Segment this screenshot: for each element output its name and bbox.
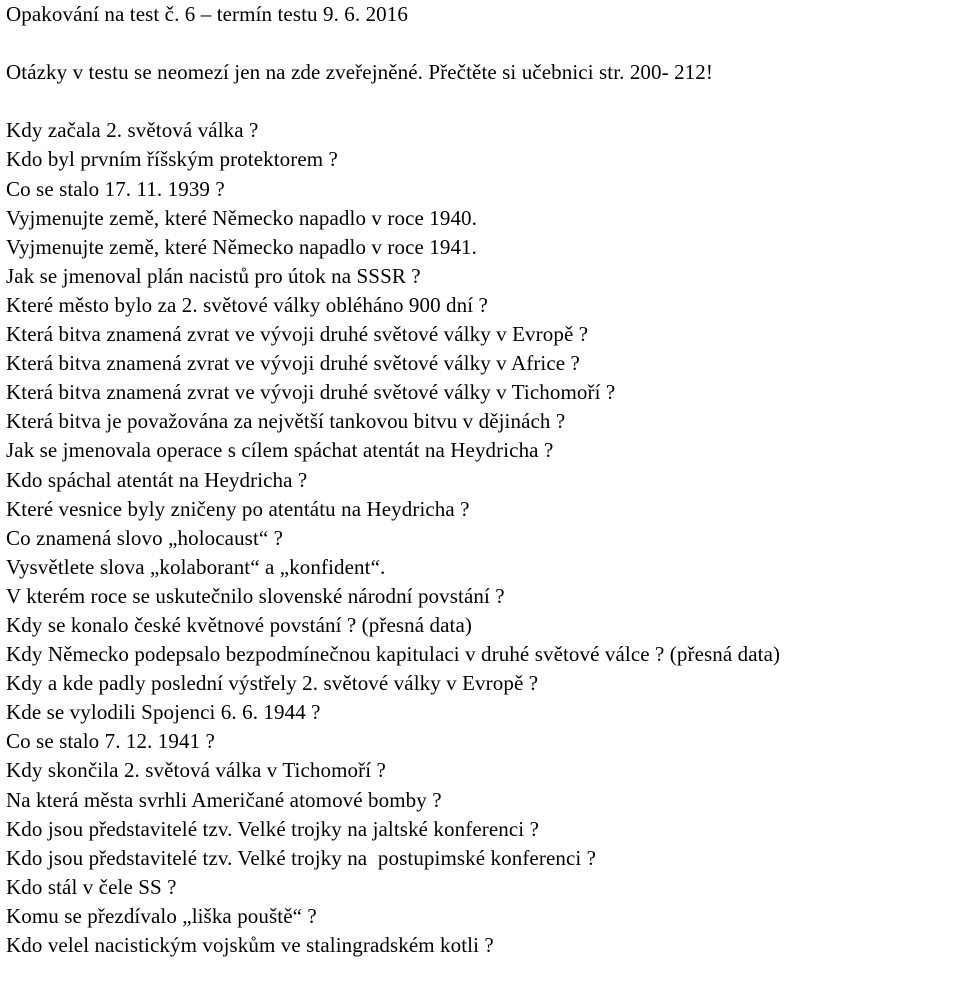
question-item: Vysvětlete slova „kolaborant“ a „konfident“.	[6, 554, 386, 579]
blank-line	[6, 29, 956, 58]
question-item: Která bitva znamená zvrat ve vývoji druhé světové války v Tichomoří ?	[6, 380, 616, 405]
question-item: Kdy se konalo české květnové povstání ? (přesná data)	[6, 612, 472, 637]
question-item: Vyjmenujte země, které Německo napadlo v roce 1940.	[6, 205, 478, 230]
question-item: Která bitva je považována za největší tankovou bitvu v dějinách ?	[6, 409, 566, 434]
question-item: Co znamená slovo „holocaust“ ?	[6, 525, 284, 550]
question-item: Kdo velel nacistickým vojskům ve stalingradském kotli ?	[6, 933, 494, 957]
question-list	[6, 116, 956, 960]
question-item: Které vesnice byly zničeny po atentátu na Heydricha ?	[6, 496, 470, 521]
question-item: Kdo stál v čele SS ?	[6, 874, 177, 899]
question-item: Která bitva znamená zvrat ve vývoji druhé světové války v Africe ?	[6, 351, 580, 376]
question-item: Jak se jmenoval plán nacistů pro útok na SSSR ?	[6, 263, 421, 288]
question-item: Vyjmenujte země, které Německo napadlo v roce 1941.	[6, 234, 478, 259]
question-item: Kde se vylodili Spojenci 6. 6. 1944 ?	[6, 700, 321, 725]
document-page	[6, 0, 956, 960]
question-item: Kdo jsou představitelé tzv. Velké trojky na postupimské konferenci ?	[6, 845, 597, 870]
question-item: Na která města svrhli Američané atomové bomby ?	[6, 787, 442, 812]
question-item: V kterém roce se uskutečnilo slovenské národní povstání ?	[6, 583, 505, 608]
question-item: Co se stalo 7. 12. 1941 ?	[6, 729, 215, 754]
question-item: Kdy začala 2. světová válka ?	[6, 118, 259, 143]
blank-line	[6, 87, 956, 116]
question-item: Kdy a kde padly poslední výstřely 2. světové války v Evropě ?	[6, 671, 539, 696]
document-note: Otázky v testu se neomezí jen na zde zveřejněné. Přečtěte si učebnici str. 200- 212!	[6, 60, 713, 85]
question-item: Kdy skončila 2. světová válka v Tichomoří ?	[6, 758, 386, 783]
question-item: Kdo jsou představitelé tzv. Velké trojky na jaltské konferenci ?	[6, 816, 539, 841]
question-item: Kdo byl prvním říšským protektorem ?	[6, 147, 338, 172]
question-item: Komu se přezdívalo „liška pouště“ ?	[6, 903, 317, 928]
document-header: Opakování na test č. 6 – termín testu 9. 6. 2016	[6, 2, 408, 26]
question-item: Které město bylo za 2. světové války obléháno 900 dní ?	[6, 292, 488, 317]
question-item: Jak se jmenovala operace s cílem spáchat atentát na Heydricha ?	[6, 438, 554, 463]
question-item: Kdo spáchal atentát na Heydricha ?	[6, 467, 308, 492]
question-item: Která bitva znamená zvrat ve vývoji druhé světové války v Evropě ?	[6, 322, 589, 347]
question-item: Kdy Německo podepsalo bezpodmínečnou kapitulaci v druhé světové válce ? (přesná data)	[6, 642, 781, 667]
question-item: Co se stalo 17. 11. 1939 ?	[6, 176, 225, 201]
